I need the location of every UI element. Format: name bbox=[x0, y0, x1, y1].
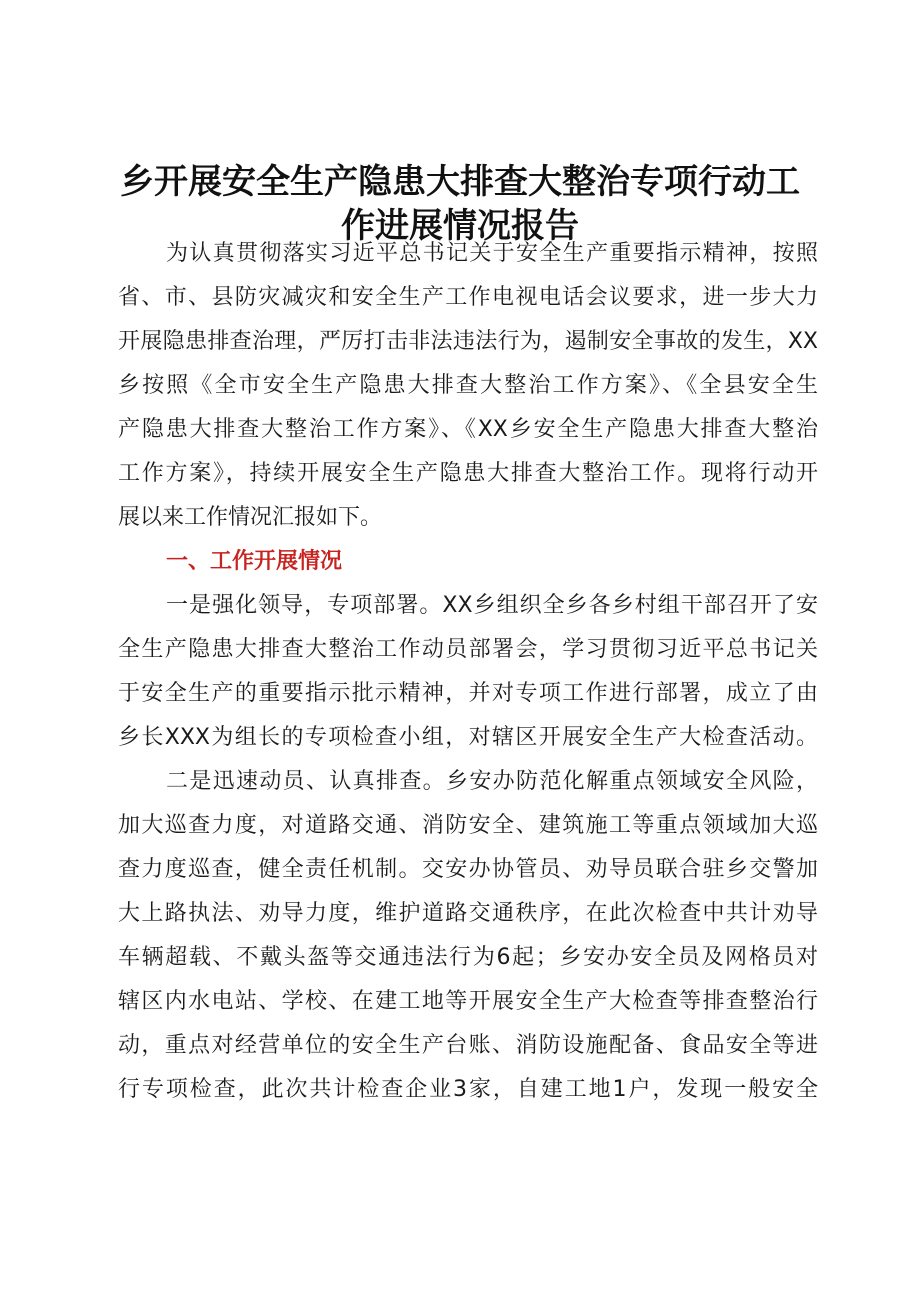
document-body bbox=[118, 232, 818, 1112]
paragraph-1-line: 展以来工作情况汇报如下。 bbox=[118, 505, 383, 530]
paragraph-3-line: 动，重点对经营单位的安全生产台账、消防设施配备、食品安全等进 bbox=[118, 1033, 818, 1058]
paragraph-3-line: 大上路执法、劝导力度，维护道路交通秩序，在此次检查中共计劝导 bbox=[118, 901, 818, 926]
paragraph-1-line: 为认真贯彻落实习近平总书记关于安全生产重要指示精神，按照 bbox=[166, 241, 818, 266]
paragraph-3-line: 辖区内水电站、学校、在建工地等开展安全生产大检查等排查整治行 bbox=[118, 989, 818, 1014]
paragraph-3-line: 行专项检查，此次共计检查企业3家，自建工地1户，发现一般安全 bbox=[118, 1077, 818, 1102]
paragraph-3-line: 查力度巡查，健全责任机制。交安办协管员、劝导员联合驻乡交警加 bbox=[118, 857, 818, 882]
paragraph-1-line: 工作方案》，持续开展安全生产隐患大排查大整治工作。现将行动开 bbox=[118, 461, 818, 486]
paragraph-3-line: 加大巡查力度，对道路交通、消防安全、建筑施工等重点领域加大巡 bbox=[118, 813, 818, 838]
section-heading: 一、工作开展情况 bbox=[166, 549, 343, 574]
paragraph-3-line: 二是迅速动员、认真排查。乡安办防范化解重点领域安全风险， bbox=[166, 769, 818, 794]
paragraph-1-line: 产隐患大排查大整治工作方案》、《XX乡安全生产隐患大排查大整治 bbox=[118, 417, 818, 442]
paragraph-3-line: 车辆超载、不戴头盔等交通违法行为6起；乡安办安全员及网格员对 bbox=[118, 945, 818, 970]
title-line-2: 作进展情况报告 bbox=[341, 206, 579, 246]
paragraph-2-line: 乡长XXX为组长的专项检查小组，对辖区开展安全生产大检查活动。 bbox=[118, 725, 818, 750]
paragraph-2-line: 于安全生产的重要指示批示精神，并对专项工作进行部署，成立了由 bbox=[118, 681, 818, 706]
paragraph-1-line: 乡按照《全市安全生产隐患大排查大整治工作方案》、《全县安全生 bbox=[118, 373, 818, 398]
paragraph-2-line: 全生产隐患大排查大整治工作动员部署会，学习贯彻习近平总书记关 bbox=[118, 637, 818, 662]
paragraph-1-line: 省、市、县防灾减灾和安全生产工作电视电话会议要求，进一步大力 bbox=[118, 285, 818, 310]
paragraph-1-line: 开展隐患排查治理，严厉打击非法违法行为，遏制安全事故的发生，XX bbox=[118, 329, 818, 354]
title-line-1: 乡开展安全生产隐患大排查大整治专项行动工 bbox=[120, 162, 800, 202]
paragraph-2-line: 一是强化领导，专项部署。XX乡组织全乡各乡村组干部召开了安 bbox=[166, 593, 818, 618]
